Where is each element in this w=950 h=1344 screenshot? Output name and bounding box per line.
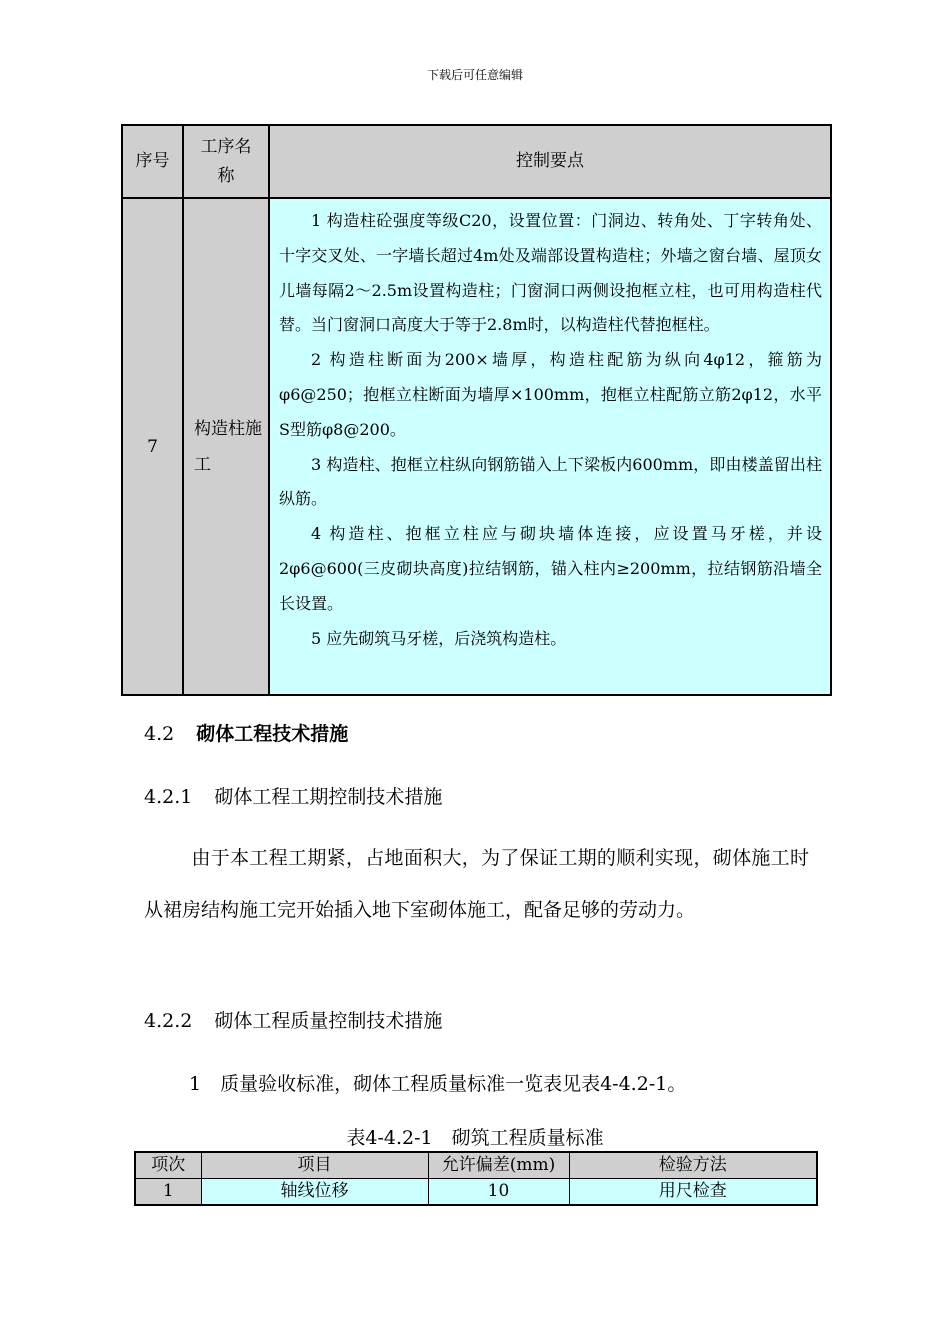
paragraph-schedule: 由于本工程工期紧，占地面积大，为了保证工期的顺利实现，砌体施工时从裙房结构施工完开始插入地下室砌体施工，配备足够的劳动力。 <box>144 847 809 921</box>
header-process: 工序名称 <box>183 125 269 198</box>
point-3: 3 构造柱、抱框立柱纵向钢筋锚入上下梁板内600mm，即由楼盖留出柱纵筋。 <box>279 454 822 509</box>
section-4-2-2-number: 4.2.2 <box>144 1010 193 1032</box>
quality-standard-table <box>134 1151 818 1206</box>
control-points-table <box>121 124 832 696</box>
section-4-2-2-title: 砌体工程质量控制技术措施 <box>214 1010 443 1032</box>
table-row <box>122 198 831 695</box>
point-4: 4 构造柱、抱框立柱应与砌块墙体连接，应设置马牙槎，并设2φ6@600(三皮砌块高度)拉结钢筋，锚入柱内≥200mm，拉结钢筋沿墙全长设置。 <box>279 524 822 613</box>
section-4-2-2-heading <box>144 1006 442 1033</box>
table-header-row <box>122 125 831 198</box>
section-4-2-1-title: 砌体工程工期控制技术措施 <box>214 786 443 808</box>
row-points <box>269 198 831 695</box>
section-4-2-title: 砌体工程技术措施 <box>196 723 349 745</box>
page-header: 下载后可任意编辑 <box>426 68 523 82</box>
header-tolerance: 允许偏差(mm) <box>428 1152 569 1179</box>
header-seq: 序号 <box>122 125 183 198</box>
item-1-text: 1 质量验收标准，砌体工程质量标准一览表见表4-4.2-1。 <box>189 1073 687 1095</box>
section-4-2-heading <box>144 719 348 746</box>
row-process: 构造柱施工 <box>183 198 269 695</box>
table-row <box>135 1179 817 1206</box>
header-item-no: 项次 <box>135 1152 201 1179</box>
header-method: 检验方法 <box>569 1152 817 1179</box>
header-points: 控制要点 <box>269 125 831 198</box>
cell-method: 用尺检查 <box>569 1179 817 1206</box>
cell-item-no: 1 <box>135 1179 201 1206</box>
cell-tolerance: 10 <box>428 1179 569 1206</box>
header-item: 项目 <box>201 1152 428 1179</box>
quality-table-caption: 表4-4.2-1 砌筑工程质量标准 <box>346 1127 604 1149</box>
table-header-row <box>135 1152 817 1179</box>
section-4-2-1-number: 4.2.1 <box>144 786 193 808</box>
section-4-2-number: 4.2 <box>144 723 175 745</box>
row-seq: 7 <box>122 198 183 695</box>
section-4-2-1-heading <box>144 782 442 809</box>
point-5: 5 应先砌筑马牙槎，后浇筑构造柱。 <box>311 628 567 648</box>
point-1: 1 构造柱砼强度等级C20，设置位置：门洞边、转角处、丁字转角处、十字交叉处、一字墙长超过4m处及端部设置构造柱；外墙之窗台墙、屋顶女儿墙每隔2～2.5m设置构造柱；门窗洞口两侧设抱框立柱，也可用构造柱代替。当门窗洞口高度大于等于2.8m时，以构造柱代替抱框柱。 <box>279 211 822 335</box>
point-2: 2 构造柱断面为200×墙厚，构造柱配筋为纵向4φ12，箍筋为φ6@250；抱框立柱断面为墙厚×100mm，抱框立柱配筋立筋2φ12，水平S型筋φ8@200。 <box>279 350 822 439</box>
cell-item: 轴线位移 <box>201 1179 428 1206</box>
